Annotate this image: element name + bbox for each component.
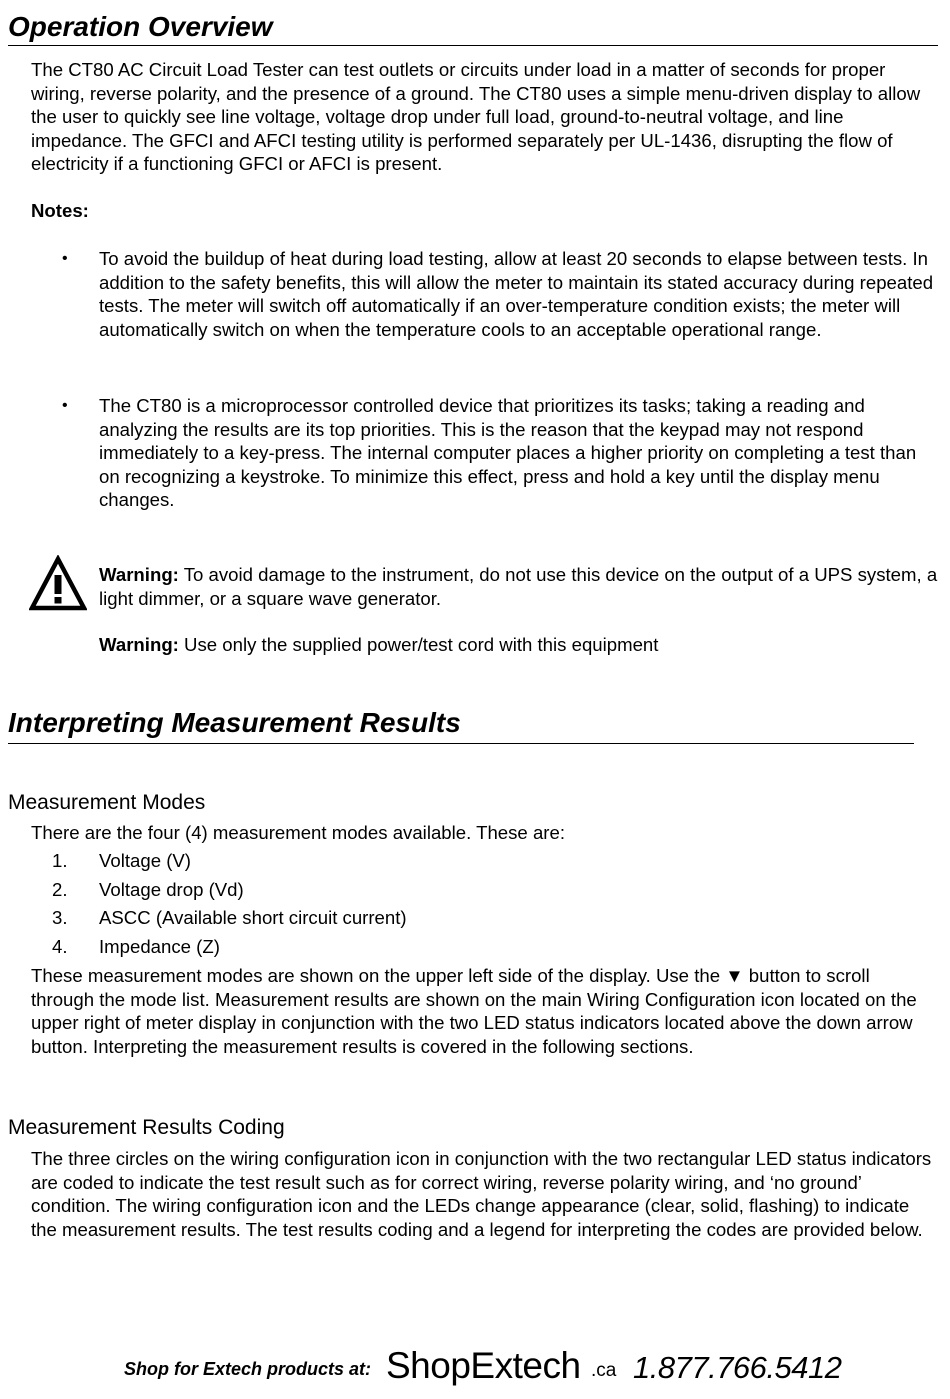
list-number: 1. [52,850,68,871]
list-number: 2. [52,879,68,900]
warning-text: Use only the supplied power/test cord with this equipment [178,634,659,655]
section-title-operation-overview: Operation Overview [8,11,273,42]
list-item: Voltage (V) [99,850,191,871]
notes-label: Notes: [31,200,89,221]
list-item: ASCC (Available short circuit current) [99,907,407,928]
footer-shop-label: Shop for Extech products at: [124,1359,372,1379]
list-item: Voltage drop (Vd) [99,879,244,900]
heading-measurement-modes: Measurement Modes [8,791,206,814]
coding-body: The three circles on the wiring configuration icon in conjunction with the two rectangular LED status indicators are coded to indicate the test result such as for correct wiring, reverse polarity wiring, and ‘no ground’ condition. The wiring configuration icon and the LEDs change appearance (clear, solid, flashing) to indicate the measurement results. The test results coding and a legend for interpreting the codes are provided below. [31,1148,932,1240]
list-item: Impedance (Z) [99,936,220,957]
footer-brand-suffix: .ca [591,1360,617,1381]
note-item: To avoid the buildup of heat during load testing, allow at least 20 seconds to elapse between tests. In addition to the safety benefits, this will allow the meter to maintain its stated accuracy during repeated tests. The meter will switch off automatically if an over-temperature condition exists; the meter will automatically switch on when the temperature cools to an acceptable operational range. [99,248,934,340]
section-title-interpreting-results: Interpreting Measurement Results [8,707,461,738]
warning-label: Warning: [99,634,179,655]
modes-intro: There are the four (4) measurement modes available. These are: [31,822,565,843]
warning-label: Warning: [99,564,179,585]
heading-results-coding: Measurement Results Coding [8,1116,285,1139]
warning-triangle-icon [29,555,87,611]
footer-phone: 1.877.766.5412 [633,1350,842,1385]
warning-paragraph [99,633,939,657]
bullet-icon: • [62,397,68,414]
intro-paragraph: The CT80 AC Circuit Load Tester can test outlets or circuits under load in a matter of seconds for proper wiring, reverse polarity, and the presence of a ground. The CT80 uses a simple menu-driven display to allow the user to quickly see line voltage, voltage drop under full load, ground-to-neutral voltage, and line impedance. The GFCI and AFCI testing utility is performed separately per UL-1436, disrupting the flow of electricity if a functioning GFCI or AFCI is present. [31,59,921,174]
list-number: 4. [52,936,68,957]
warning-text: To avoid damage to the instrument, do not use this device on the output of a UPS system, a light dimmer, or a square wave generator. [99,564,938,609]
footer-brand: ShopExtech [386,1345,581,1386]
title-underline [8,45,938,46]
note-item: The CT80 is a microprocessor controlled device that prioritizes its tasks; taking a reading and analyzing the results are its top priorities. This is the reason that the keypad may not respond immediately to a key-press. The internal computer places a higher priority on completing a test than on recognizing a keystroke. To minimize this effect, press and hold a key until the display menu changes. [99,395,917,510]
page-footer [0,1345,950,1390]
warning-paragraph [99,563,939,610]
bullet-icon: • [62,250,68,267]
modes-body: These measurement modes are shown on the upper left side of the display. Use the ▼ button to scroll through the mode list. Measurement results are shown on the main Wiring Configuration icon located on the upper right of meter display in conjunction with the two LED status indicators located above the down arrow button. Interpreting the measurement results is covered in the following sections. [31,965,917,1057]
list-number: 3. [52,907,68,928]
title-underline [8,743,914,744]
